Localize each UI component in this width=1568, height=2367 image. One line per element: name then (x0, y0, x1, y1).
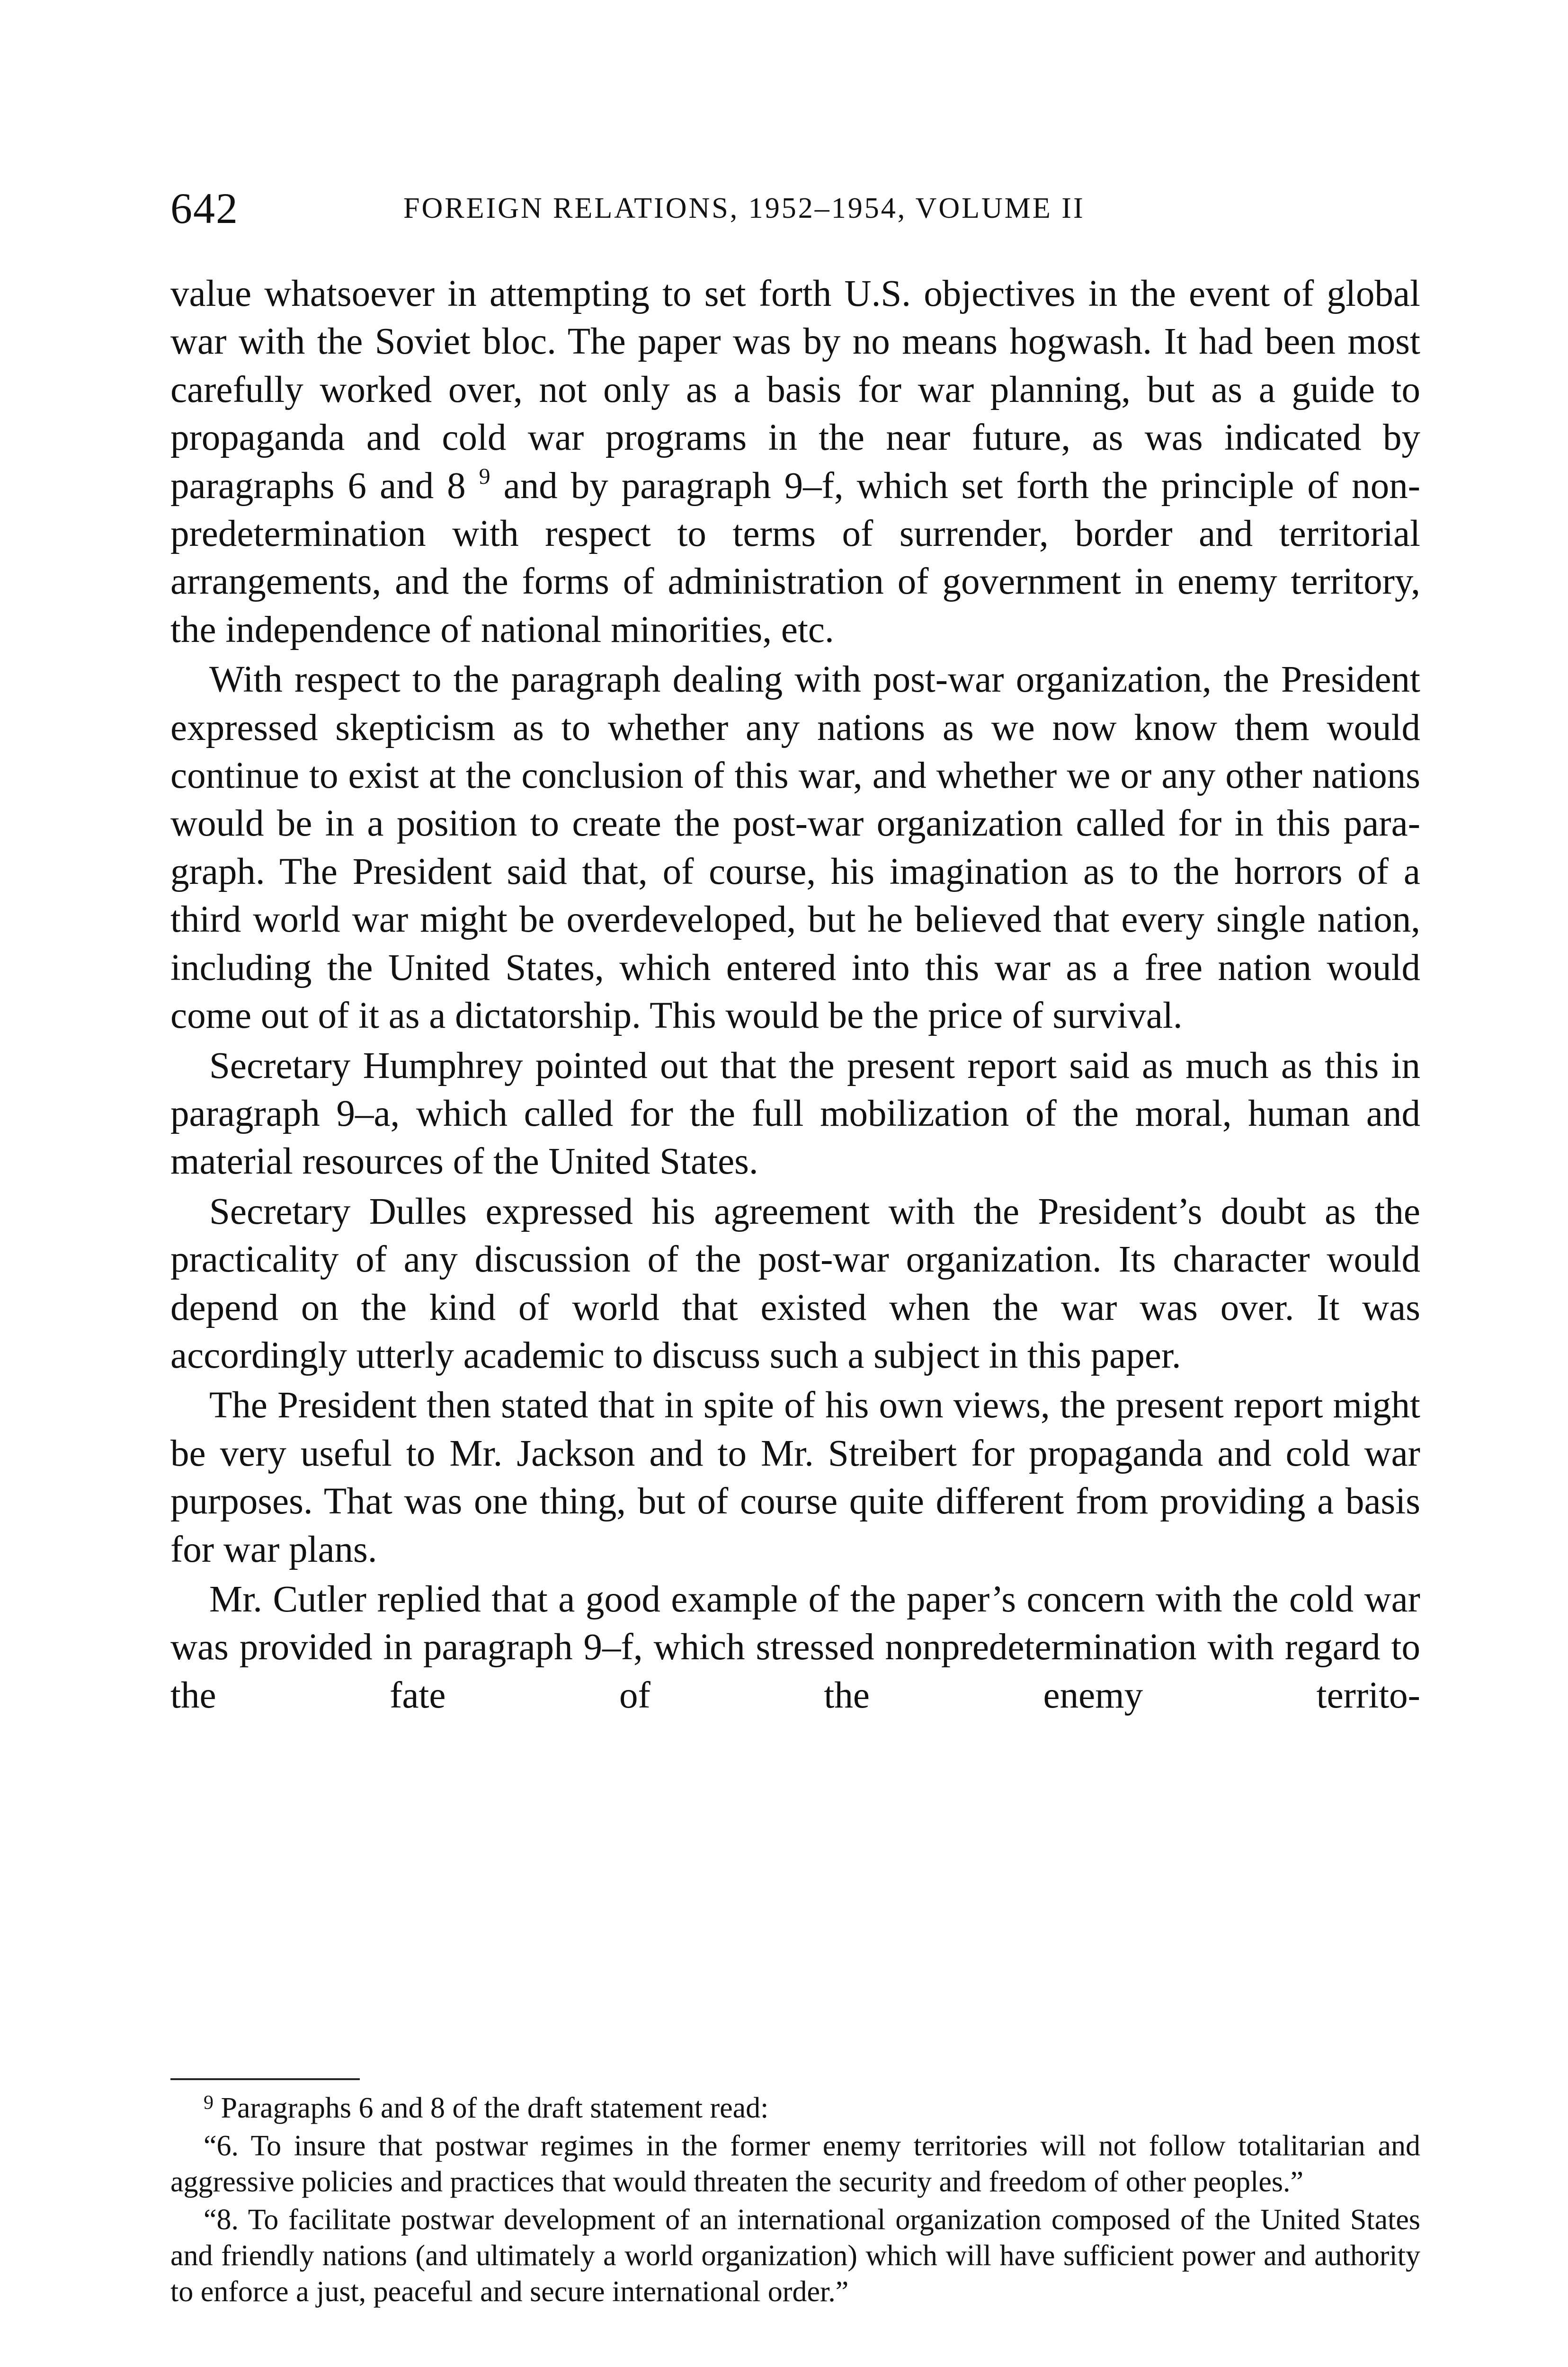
body-text (170, 270, 1420, 1721)
footnote-intro: Paragraphs 6 and 8 of the draft statement read: (214, 2092, 769, 2124)
footnote-marker: 9 (204, 2092, 214, 2114)
footnote-quote-paragraph-6: “6. To insure that postwar regimes in the former enemy territories will not follow totalitarian and aggressive policies and practices that would threaten the security and freedom of other peoples.” (170, 2130, 1420, 2198)
paragraph-1-text-b: and by paragraph 9–f, which set forth the principle of nonpredetermination with respect to terms of surrender, border and territorial arrangements, and the forms of administration of government in enemy territory, the independence of national minorities, etc. (170, 465, 1421, 650)
paragraph-3: Secretary Humphrey pointed out that the present report said as much as this in paragraph 9–a, which called for the full mobilization of the moral, human and material resources of the United States. (170, 1045, 1420, 1183)
paragraph-1-text-a: value whatsoever in attempting to set forth U.S. objectives in the event of global war with the Soviet bloc. The paper was by no means hogwash. It had been most carefully worked over, not only as a basis for war planning, but as a guide to propaganda and cold war programs in the near future, as was indicated by paragraphs 6 and 8 (170, 273, 1420, 507)
paragraph-6: Mr. Cutler replied that a good example of the paper’s concern with the cold war was provided in paragraph 9–f, which stressed nonpredetermination with regard to the fate of the enemy territo- (170, 1578, 1420, 1716)
paragraph-4: Secretary Dulles expressed his agreement with the President’s doubt as the practicality of any discussion of the post-war organization. Its character would depend on the kind of world that existed when the war was over. It was accordingly utterly academic to discuss such a subject in this paper. (170, 1191, 1420, 1376)
paragraph-1 (170, 270, 1420, 654)
footnote-quote-paragraph-8: “8. To facilitate postwar development of an international organization composed of the United States and friendly nations (and ultimately a world organization) which will have sufficient power and authority to enforce a just, peaceful and secure international order.” (170, 2204, 1420, 2308)
footnote-reference[interactable]: 9 (479, 463, 490, 489)
paragraph-2: With respect to the paragraph dealing with post-war organization, the President expressed skepticism as to whether any nations as we now know them would continue to exist at the conclusion of this war, and whether we or any other nations would be in a position to create the post-war organization called for in this paragraph. The President said that, of course, his imagination as to the horrors of a third world war might be overdeveloped, but he believed that every single nation, including the United States, which entered into this war as a free nation would come out of it as a dictatorship. This would be the price of survival. (170, 659, 1420, 1037)
footnote-divider (170, 2078, 360, 2080)
paragraph-5: The President then stated that in spite of his own views, the present report might be very useful to Mr. Jackson and to Mr. Streibert for propaganda and cold war purposes. That was one thing, but of course quite different from providing a basis for war plans. (170, 1385, 1420, 1570)
footnote-9 (170, 2090, 1420, 2126)
running-head: FOREIGN RELATIONS, 1952–1954, VOLUME II (403, 192, 1085, 224)
page-number: 642 (170, 184, 239, 232)
page-header (170, 180, 1420, 237)
footnotes (170, 2090, 1420, 2312)
